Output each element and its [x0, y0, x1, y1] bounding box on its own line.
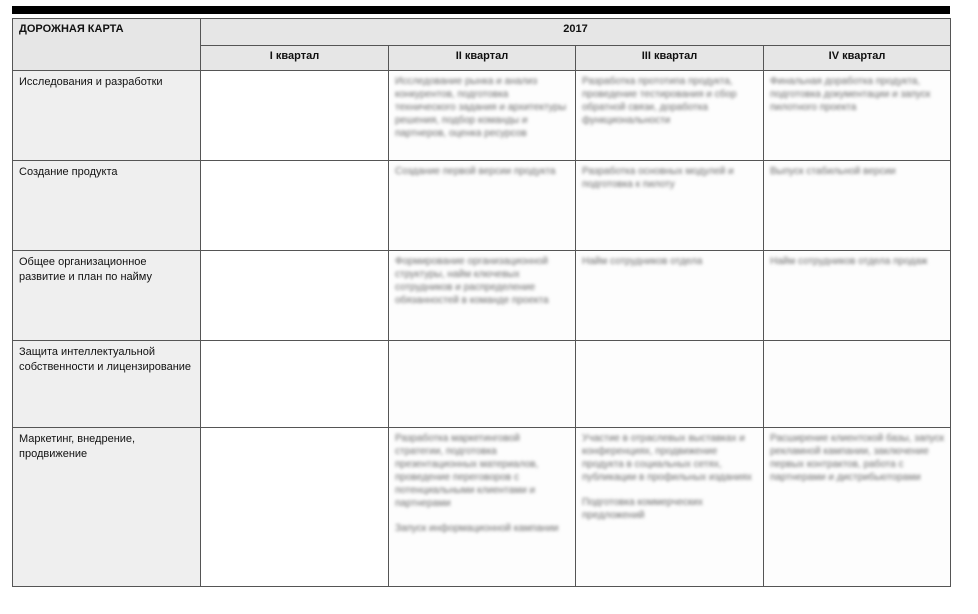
blurred-text: Формирование организационной структуры, найм ключевых сотрудников и распределение обязанностей в команде проекта [395, 256, 549, 306]
blurred-text: Создание первой версии продукта [395, 166, 556, 177]
blurred-text: Разработка маркетинговой стратегии, подготовка презентационных материалов, проведение переговоров с потенциальными клиентами и партнерами [395, 433, 539, 509]
blurred-text: Исследование рынка и анализ конкурентов, подготовка технического задания и архитектуры решения, подбор команды и партнеров, оценка ресурсов [395, 76, 567, 139]
cell-q4 [764, 161, 951, 251]
row-category: Исследования и разработки [13, 71, 201, 161]
table-row [13, 161, 951, 251]
blurred-text: Выпуск стабильной версии [770, 166, 896, 177]
row-category: Маркетинг, внедрение, продвижение [13, 428, 201, 587]
cell-q1 [201, 161, 389, 251]
blurred-text: Финальная доработка продукта, подготовка документации и запуск пилотного проекта [770, 76, 931, 113]
table-row [13, 428, 951, 587]
table-row [13, 251, 951, 341]
blurred-text: Разработка прототипа продукта, проведение тестирования и сбор обратной связи, доработка функциональности [582, 76, 737, 126]
quarter-header-4: IV квартал [764, 46, 951, 71]
row-category: Общее организационное развитие и план по найму [13, 251, 201, 341]
blurred-text: Найм сотрудников отдела продаж [770, 256, 928, 267]
cell-q3 [576, 341, 764, 428]
cell-q3 [576, 251, 764, 341]
table-row [13, 71, 951, 161]
top-black-bar [12, 6, 950, 14]
cell-q1 [201, 71, 389, 161]
roadmap-table [12, 18, 951, 587]
cell-q1 [201, 251, 389, 341]
blurred-text-extra: Запуск информационной кампании [395, 523, 559, 534]
table-row [13, 341, 951, 428]
blurred-text: Найм сотрудников отдела [582, 256, 703, 267]
cell-q4 [764, 71, 951, 161]
cell-q2 [389, 161, 576, 251]
quarter-header-2: II квартал [389, 46, 576, 71]
cell-q3 [576, 71, 764, 161]
cell-q4 [764, 251, 951, 341]
cell-q4 [764, 428, 951, 587]
cell-q3 [576, 428, 764, 587]
blurred-text: Участие в отраслевых выставках и конференциях, продвижение продукта в социальных сетях, публикации в профильных изданиях [582, 433, 752, 483]
blurred-text: Разработка основных модулей и подготовка к пилоту [582, 166, 734, 190]
quarter-header-3: III квартал [576, 46, 764, 71]
cell-q2 [389, 341, 576, 428]
year-header: 2017 [201, 19, 951, 46]
cell-q2 [389, 251, 576, 341]
cell-q1 [201, 428, 389, 587]
row-category: Защита интеллектуальной собственности и лицензирование [13, 341, 201, 428]
blurred-text-extra: Подготовка коммерческих предложений [582, 497, 703, 521]
row-category: Создание продукта [13, 161, 201, 251]
cell-q3 [576, 161, 764, 251]
quarter-header-1: I квартал [201, 46, 389, 71]
cell-q2 [389, 71, 576, 161]
cell-q4 [764, 341, 951, 428]
roadmap-label: ДОРОЖНАЯ КАРТА [13, 19, 201, 71]
blurred-text: Расширение клиентской базы, запуск рекламной кампании, заключение первых контрактов, работа с партнерами и дистрибьюторами [770, 433, 945, 483]
cell-q2 [389, 428, 576, 587]
cell-q1 [201, 341, 389, 428]
